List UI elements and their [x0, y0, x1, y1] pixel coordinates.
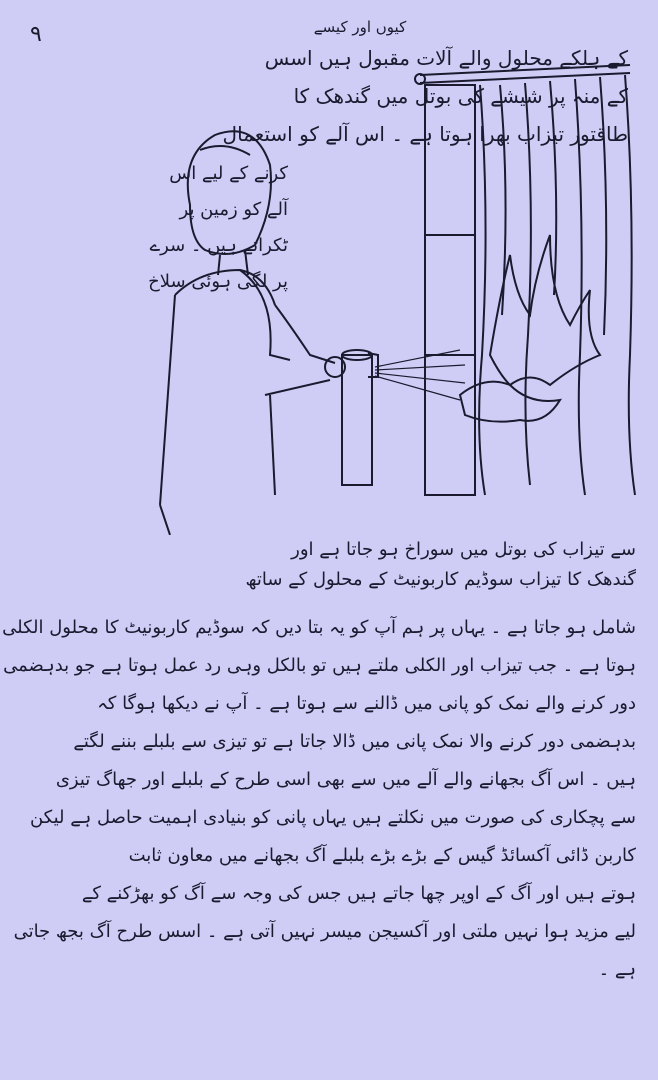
body-line-10: ہوتے ہیں اور آگ کے اوپر چھا جاتے ہیں جس کی وجہ سے آگ کو بھڑکنے کے — [81, 883, 636, 904]
body-line-5: دور کرنے والے نمک کو پانی میں ڈالنے سے ہوتا ہے ۔ آپ نے دیکھا ہوگا کہ — [97, 693, 636, 714]
body-line-12: ہے ۔ — [598, 959, 636, 980]
spray-stream — [375, 350, 465, 400]
body-line-1: سے تیزاب کی بوتل میں سوراخ ہو جاتا ہے اور — [291, 539, 636, 560]
extinguisher-can — [342, 350, 378, 485]
running-head: کیوں اور کیسے — [313, 18, 407, 36]
side-text-line-3: ٹکراتے ہیں ۔ سرے — [149, 235, 288, 256]
body-line-6: بدہضمی دور کرنے والا نمک پانی میں ڈالا جاتا ہے تو تیزی سے بلبلے بننے لگتے — [73, 731, 636, 752]
body-line-11: لیے مزید ہوا نہیں ملتی اور آکسیجن میسر نہیں آتی ہے ۔ اسس طرح آگ بجھ جاتی — [13, 921, 636, 942]
top-text-line-3: طاقتور تیزاب بھرا ہوتا ہے ۔ اس آلے کو استعمال — [222, 122, 628, 146]
curtain-rod — [415, 65, 630, 84]
extinguisher-illustration — [130, 55, 650, 535]
side-text-line-4: پر لگی ہوئی سلاخ — [148, 271, 288, 292]
top-text-line-2: کے منہ پر شیشے کی بوتل میں گندھک کا — [293, 84, 628, 108]
body-line-9: کاربن ڈائی آکسائڈ گیس کے بڑے بڑے بلبلے آگ بجھانے میں معاون ثابت — [128, 845, 636, 866]
body-line-3: شامل ہو جاتا ہے ۔ یہاں پر ہم آپ کو یہ بتا دیں کہ سوڈیم کاربونیٹ کا محلول الکلی — [2, 617, 636, 638]
body-line-8: سے پچکاری کی صورت میں نکلتے ہیں یہاں پانی کو بنیادی اہمیت حاصل ہے لیکن — [29, 807, 636, 828]
top-text-line-1: کے ہلکے محلول والے آلات مقبول ہیں اسس — [264, 46, 628, 70]
body-line-2: گندھک کا تیزاب سوڈیم کاربونیٹ کے محلول کے ساتھ — [245, 569, 636, 590]
window-frame — [425, 85, 475, 495]
page-number: ۹ — [30, 22, 42, 47]
side-text-line-1: کرنے کے لیے اس — [169, 163, 288, 184]
body-line-4: ہوتا ہے ۔ جب تیزاب اور الکلی ملتے ہیں تو بالکل وہی رد عمل ہوتا ہے جو بدہضمی — [3, 655, 636, 676]
person-figure — [160, 131, 345, 535]
body-line-7: ہیں ۔ اس آگ بجھانے والے آلے میں سے بھی اسی طرح کے بلبلے اور جھاگ تیزی — [55, 769, 636, 790]
side-text-line-2: آلے کو زمین پر — [179, 199, 288, 220]
